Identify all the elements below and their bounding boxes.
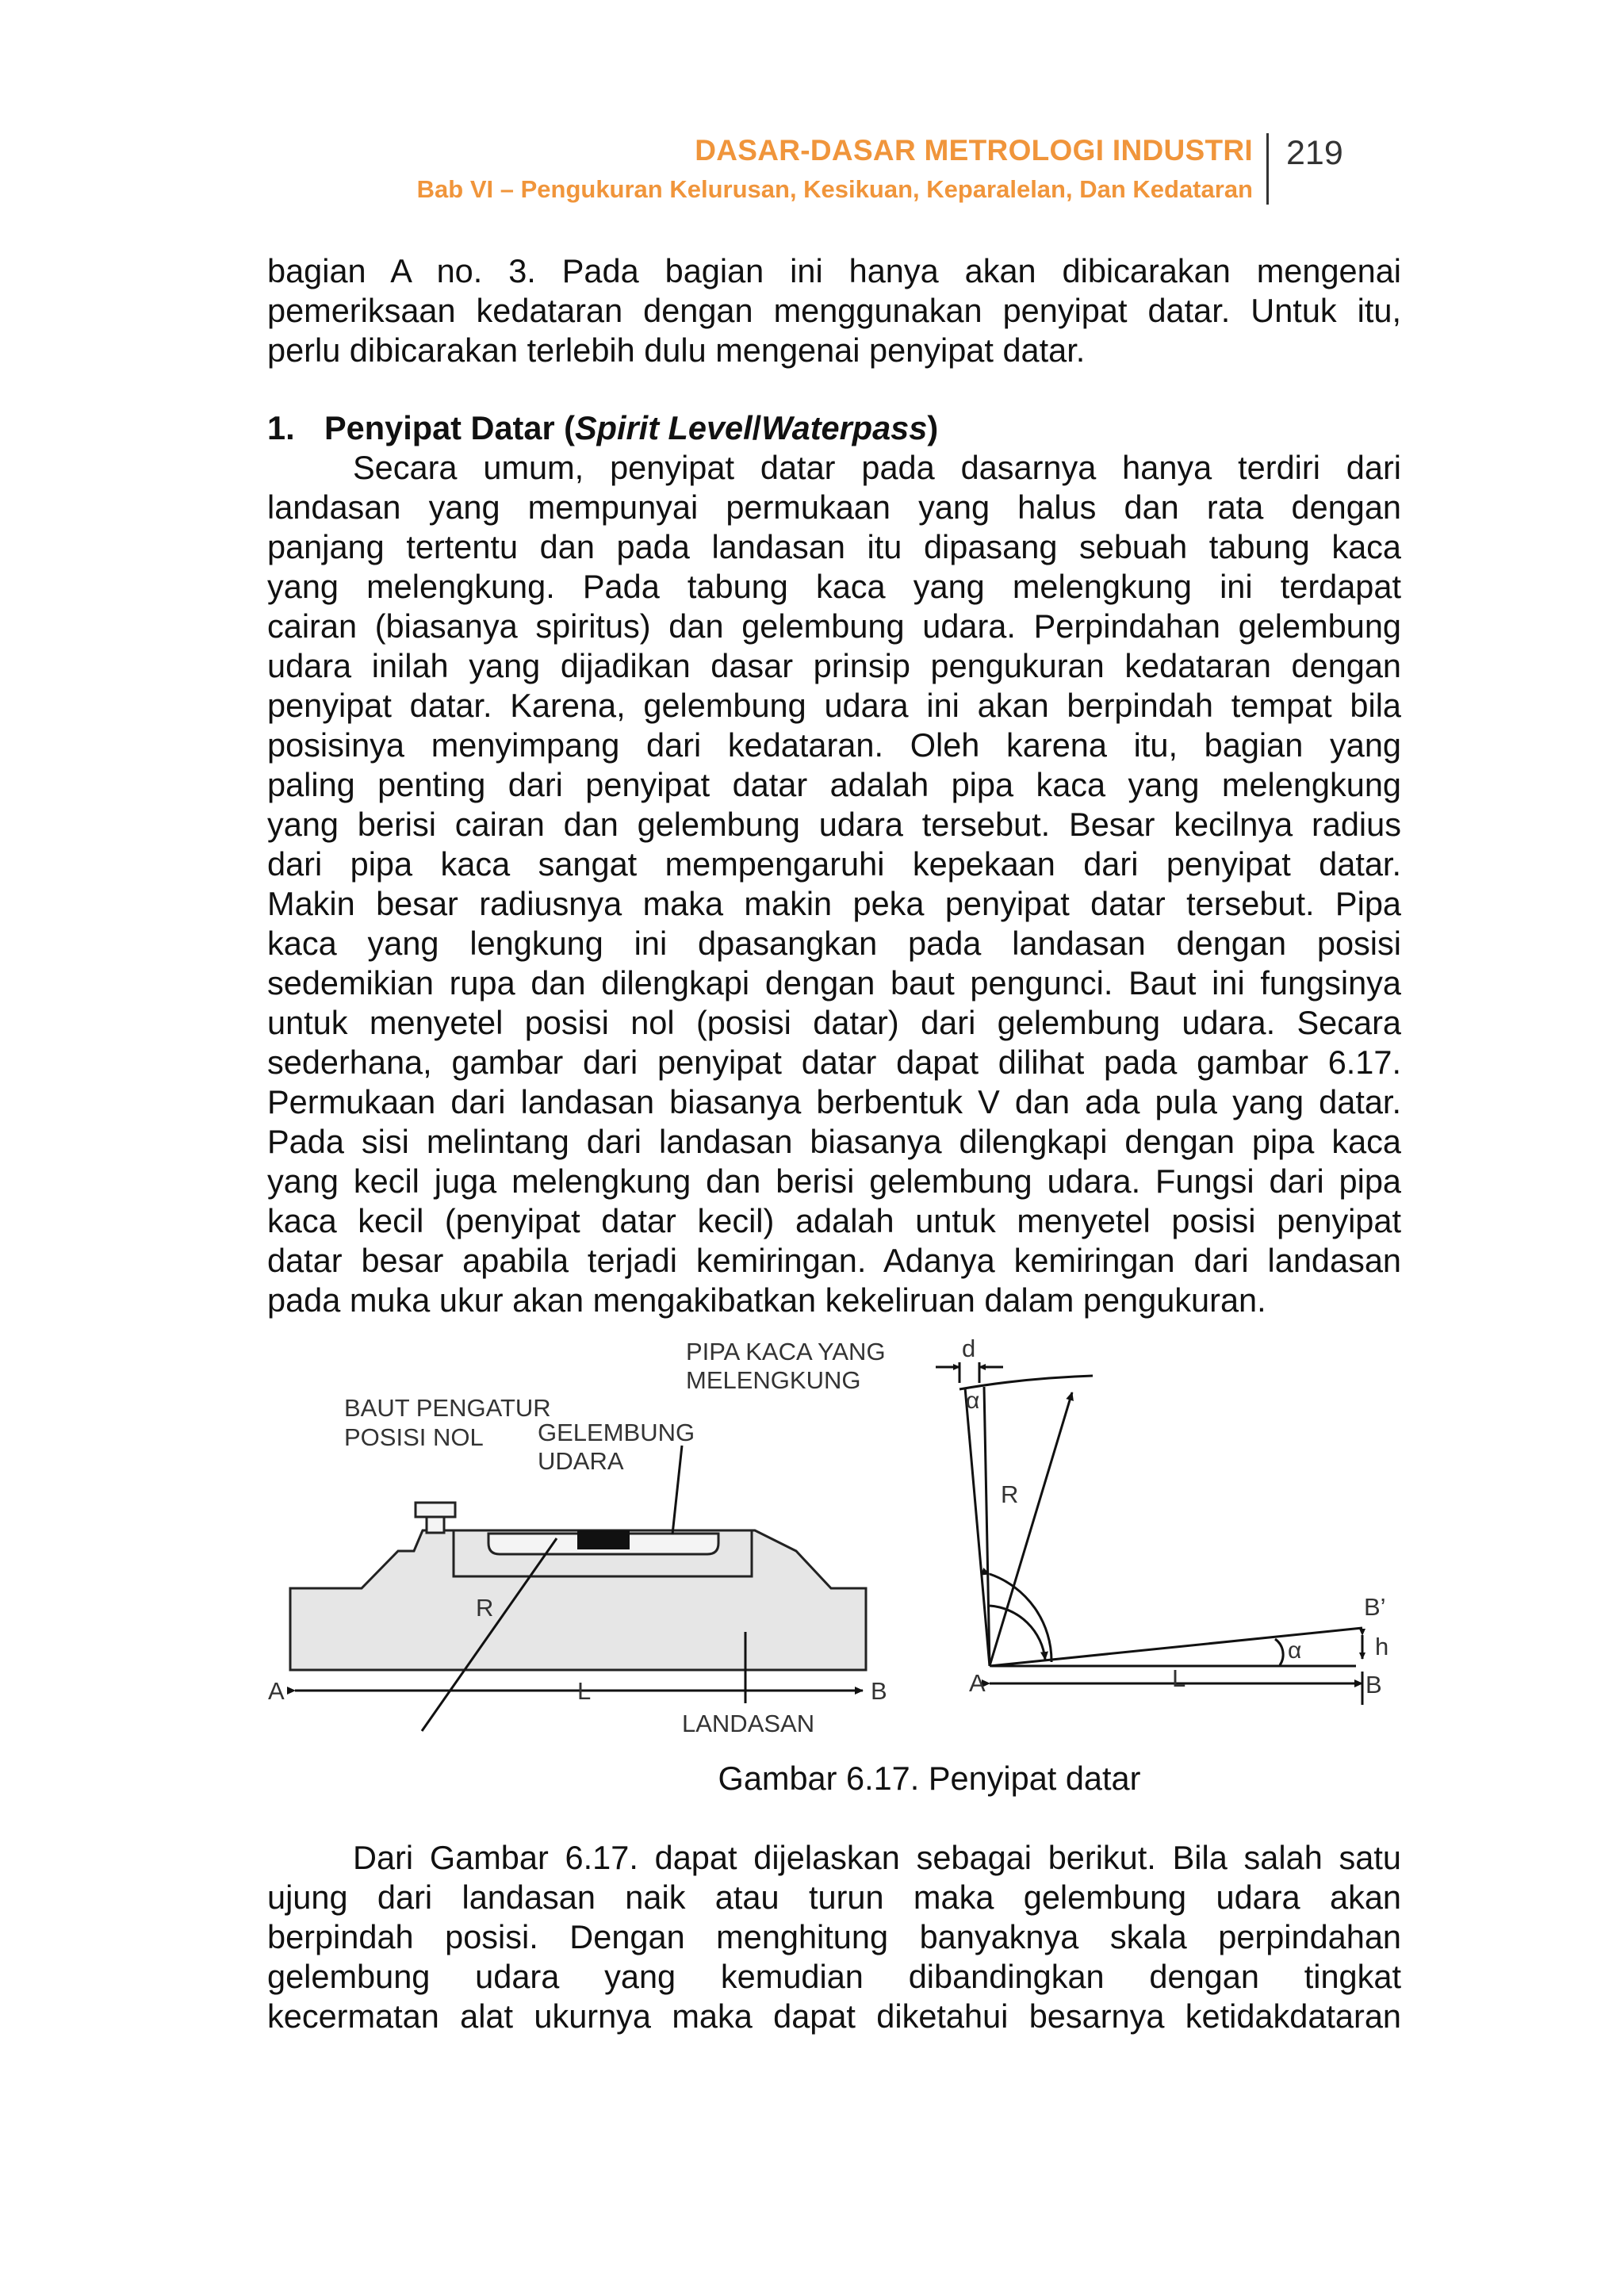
text-line: cairan (biasanya spiritus) dan gelembung udara. Perpindahan gelembung [267,607,1401,645]
section-title-italic-2: Waterpass [761,409,928,446]
label-l-left: L [577,1677,592,1705]
intro-paragraph [267,251,1401,370]
label-alpha-right: α [1288,1637,1302,1664]
text-line: kecermatan alat ukurnya maka dapat diketahui besarnya ketidakdataran [267,1997,1401,2035]
running-header [270,133,1253,206]
text-line: paling penting dari penyipat datar adalah pipa kaca yang melengkung [267,766,1401,803]
label-landasan: LANDASAN [682,1710,815,1737]
text-line: sedemikian rupa dan dilengkapi dengan baut pengunci. Baut ini fungsinya [267,964,1401,1001]
text-line: udara inilah yang dijadikan dasar prinsip pengukuran kedataran dengan [267,647,1401,684]
label-r-right: R [1001,1480,1019,1508]
text-line: landasan yang mempunyai permukaan yang halus dan rata dengan [267,488,1401,526]
paragraph-1 [267,448,1401,1320]
label-baut-1: BAUT PENGATUR [344,1394,551,1422]
text-line: bagian A no. 3. Pada bagian ini hanya akan dibicarakan mengenai [267,252,1401,289]
air-bubble [577,1530,630,1549]
label-gelembung-2: UDARA [538,1447,624,1475]
paragraph-2 [267,1838,1401,2036]
section-title-italic-1: Spirit Level [574,409,753,446]
label-b-prime: B’ [1364,1593,1386,1621]
text-line: Dari Gambar 6.17. dapat dijelaskan sebagai berikut. Bila salah satu [353,1839,1401,1876]
section-heading [267,408,938,448]
label-l-right: L [1172,1664,1186,1692]
section-title-separator: / [752,409,762,446]
text-line: ujung dari landasan naik atau turun maka gelembung udara akan [267,1878,1401,1916]
text-line: perlu dibicarakan terlebih dulu mengenai penyipat datar. [267,331,1086,369]
text-line: yang melengkung. Pada tabung kaca yang melengkung ini terdapat [267,568,1401,605]
text-line: untuk menyetel posisi nol (posisi datar) dari gelembung udara. Secara [267,1004,1401,1041]
text-line: yang berisi cairan dan gelembung udara tersebut. Besar kecilnya radius [267,806,1401,843]
text-line: panjang tertentu dan pada landasan itu dipasang sebuah tabung kaca [267,528,1401,565]
text-line: pemeriksaan kedataran dengan menggunakan penyipat datar. Untuk itu, [267,292,1401,329]
text-line: Permukaan dari landasan biasanya berbentuk V dan ada pula yang datar. [267,1083,1401,1120]
figure-caption [0,1759,1624,1798]
section-title-prefix: Penyipat Datar ( [324,409,575,446]
text-line: Secara umum, penyipat datar pada dasarnya hanya terdiri dari [353,449,1401,486]
label-a-left: A [268,1677,285,1705]
label-gelembung-1: GELEMBUNG [538,1419,695,1446]
label-b-left: B [871,1677,887,1705]
text-line: gelembung udara yang kemudian dibandingkan dengan tingkat [267,1958,1401,1995]
text-line: penyipat datar. Karena, gelembung udara ini akan berpindah tempat bila [267,687,1401,724]
label-baut-2: POSISI NOL [344,1423,484,1451]
spirit-level-figure [262,1324,1411,1744]
label-alpha-top: α [966,1388,980,1414]
label-d: d [962,1335,976,1362]
text-line: sederhana, gambar dari penyipat datar dapat dilihat pada gambar 6.17. [267,1044,1401,1081]
section-number: 1. [267,409,295,446]
text-line: Pada sisi melintang dari landasan biasanya dilengkapi dengan pipa kaca [267,1123,1401,1160]
adjusting-bolt [416,1503,455,1517]
text-line: datar besar apabila terjadi kemiringan. Adanya kemiringan dari landasan [267,1242,1401,1279]
leader-pipa-kaca [672,1446,682,1534]
text-line: kaca kecil (penyipat datar kecil) adalah untuk menyetel posisi penyipat [267,1202,1401,1239]
text-line: pada muka ukur akan mengakibatkan kekeliruan dalam pengukuran. [267,1281,1266,1319]
header-divider [1266,133,1269,205]
book-title: DASAR-DASAR METROLOGI INDUSTRI [695,134,1253,167]
text-line: yang kecil juga melengkung dan berisi gelembung udara. Fungsi dari pipa [267,1162,1401,1200]
text-line: Makin besar radiusnya maka makin peka penyipat datar tersebut. Pipa [267,885,1401,922]
chapter-subtitle: Bab VI – Pengukuran Kelurusan, Kesikuan, Keparalelan, Dan Kedataran [416,175,1253,203]
text-line: dari pipa kaca sangat mempengaruhi kepekaan dari penyipat datar. [267,845,1401,883]
text-line: kaca yang lengkung ini dpasangkan pada landasan dengan posisi [267,925,1401,962]
label-r-left: R [476,1594,494,1622]
text-line: posisinya menyimpang dari kedataran. Oleh karena itu, bagian yang [267,726,1401,764]
line-a-bprime [990,1628,1362,1666]
label-pipa-kaca-1: PIPA KACA YANG [686,1338,886,1365]
spirit-level-body [290,1503,866,1670]
label-b-right: B [1365,1671,1382,1698]
label-h: h [1375,1633,1389,1660]
figure-caption-text: Gambar 6.17. Penyipat datar [718,1760,1141,1797]
label-pipa-kaca-2: MELENGKUNG [686,1366,861,1394]
label-a-right: A [969,1669,986,1697]
section-title-suffix: ) [927,409,939,446]
text-line: berpindah posisi. Dengan menghitung banyaknya skala perpindahan [267,1918,1401,1955]
page-number: 219 [1286,134,1343,172]
